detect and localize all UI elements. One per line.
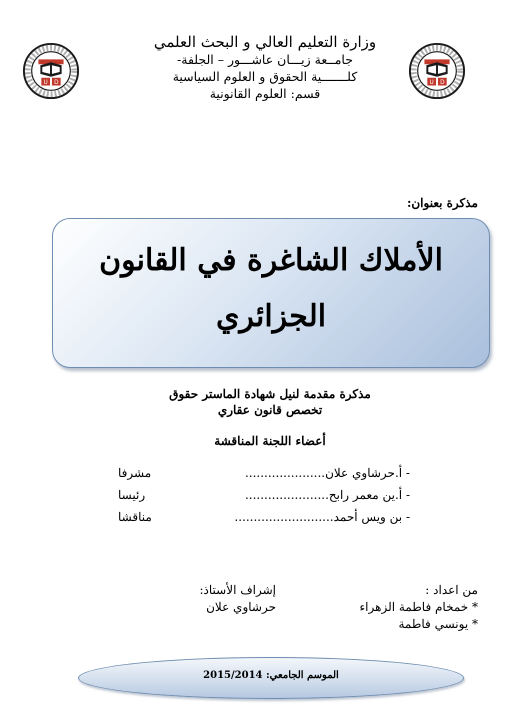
prepared-by-label: من اعداد :: [425, 583, 478, 597]
thesis-title: [63, 233, 479, 345]
committee-title: أعضاء اللجنة المناقشة: [214, 434, 326, 448]
member-role: مناقشا: [118, 510, 152, 524]
supervision: [146, 582, 276, 616]
university-logo-left: [22, 42, 80, 104]
member-role: رئيسا: [118, 488, 146, 502]
university-logo-right: [408, 42, 466, 104]
supervision-label: إشراف الأستاذ:: [199, 583, 276, 597]
supervisor-name: حرشاوي علان: [206, 600, 276, 614]
committee-member: [118, 466, 410, 488]
member-name: - أ.حرشاوي علان.....................: [244, 466, 410, 480]
memo-label: مذكرة بعنوان:: [406, 196, 478, 210]
specialty-line: تخصص قانون عقاري: [217, 403, 323, 417]
student-name: * خمخام فاطمة الزهراء: [359, 600, 478, 614]
committee-member: [118, 510, 410, 532]
committee-member: [118, 488, 410, 510]
member-name: - بن ويس أحمد..........................: [234, 510, 410, 524]
thesis-title-line2: الجزائري: [215, 299, 327, 334]
university-name: جامــعة زيـــان عاشـــور – الجلفة-: [177, 52, 353, 67]
academic-year: الموسم الجامعي: 2015/2014: [203, 670, 339, 681]
degree-line: مذكرة مقدمة لنيل شهادة الماستر حقوق: [169, 387, 371, 401]
thesis-title-line1: الأملاك الشاغرة في القانون: [99, 243, 443, 278]
logo-letter-u: U: [429, 80, 434, 87]
degree-info: [150, 386, 390, 418]
department-name: قسم: العلوم القانونية: [209, 86, 321, 101]
logo-letter-u: U: [43, 80, 48, 87]
logo-letter-d: D: [54, 80, 59, 87]
prepared-by: [318, 582, 478, 633]
faculty-name: كلـــــــية الحقوق و العلوم السياسية: [172, 69, 358, 84]
institution-header: [120, 34, 410, 102]
title-box: [52, 218, 490, 368]
student-name: * يونسي فاطمة: [398, 617, 478, 631]
committee-members: [118, 466, 410, 532]
member-name: - أ.ين معمر رابح......................: [244, 488, 410, 502]
logo-letter-d: D: [440, 80, 445, 87]
ministry-name: وزارة التعليم العالي و البحث العلمي: [153, 33, 377, 51]
academic-year-oval: [78, 657, 464, 699]
university-seal-icon: [408, 42, 466, 100]
member-role: مشرفا: [118, 466, 152, 480]
university-seal-icon: [22, 42, 80, 100]
